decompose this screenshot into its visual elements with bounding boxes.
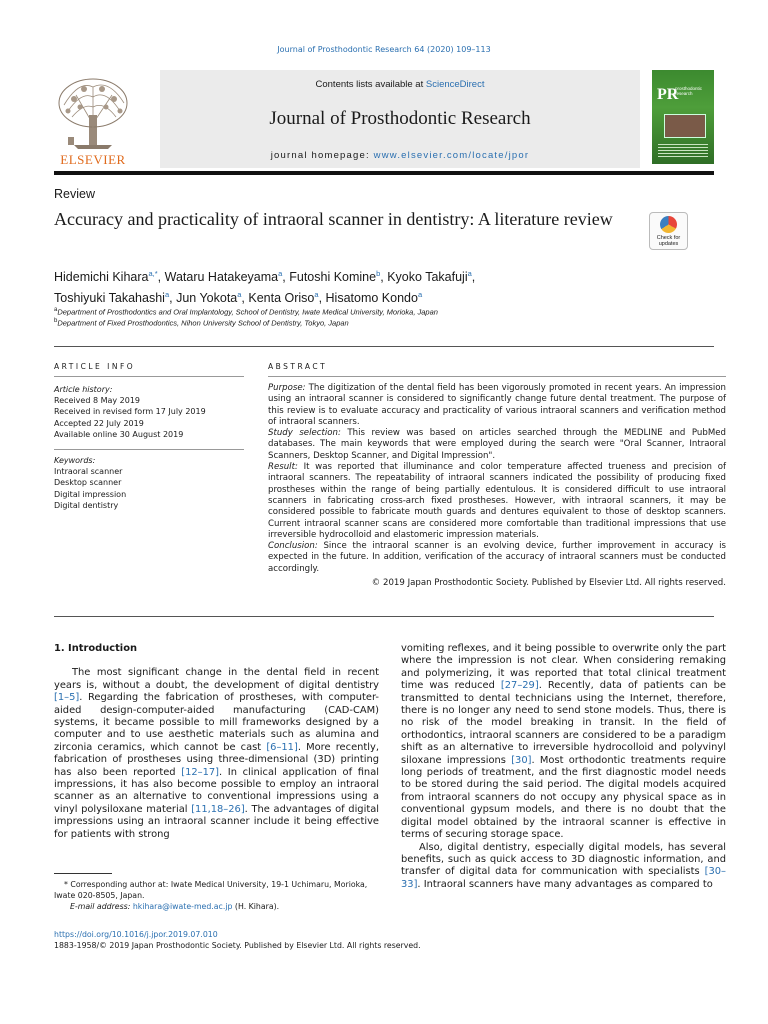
purpose-text: The digitization of the dental field has been vigorously promoted in recent years. An impression using an intraoral scanner is considered to significantly change future dental treatment. The purpose of this review is to evaluate accuracy and practicality of various intraoral scanners and verification method of intraoral scanners. bbox=[268, 383, 727, 427]
body-text: . The advantages of digital impressions using an intraoral scanner include it being effective for patients with strong bbox=[54, 803, 379, 840]
email-suffix: (H. Kihara). bbox=[234, 902, 280, 911]
section-divider bbox=[54, 346, 714, 347]
purpose-label: Purpose: bbox=[268, 383, 306, 393]
keyword-item: Digital dentistry bbox=[54, 500, 119, 510]
reference-link[interactable]: [6–11] bbox=[266, 741, 298, 753]
keyword-item: Intraoral scanner bbox=[54, 467, 123, 477]
affiliation-b bbox=[54, 318, 349, 328]
author-affil-sup[interactable]: a bbox=[278, 269, 283, 278]
study-label: Study selection: bbox=[268, 428, 341, 439]
author-name[interactable]: Hidemichi Kihara bbox=[54, 270, 149, 285]
intro-paragraph-2 bbox=[401, 842, 726, 892]
crossmark-label: Check for updates bbox=[656, 235, 681, 247]
journal-homepage bbox=[160, 150, 640, 161]
affiliation-a bbox=[54, 307, 438, 317]
keywords-rule bbox=[54, 449, 244, 450]
contents-line bbox=[160, 79, 640, 90]
author-affil-sup[interactable]: a bbox=[467, 269, 472, 278]
affiliation-text: Department of Prosthodontics and Oral Implantology, School of Dentistry, Iwate Medical University, Morioka, Japan bbox=[57, 307, 438, 317]
journal-citation-link[interactable]: Journal of Prosthodontic Research 64 (2020) 109–113 bbox=[277, 45, 491, 54]
body-text: . Intraoral scanners have many advantages as compared to bbox=[417, 878, 713, 890]
homepage-prefix: journal homepage: bbox=[270, 150, 374, 161]
reference-link[interactable]: [11,18–26] bbox=[191, 803, 245, 815]
header-divider bbox=[54, 171, 714, 175]
author-line-2: Toshiyuki Takahashi$^a$, Jun Yokota$^a$, Kenta Oriso$^a$, Hisatomo Kondo$^a$ bbox=[54, 290, 423, 306]
sciencedirect-link[interactable]: ScienceDirect bbox=[425, 79, 485, 90]
elsevier-logo bbox=[54, 75, 132, 167]
abstract-rule bbox=[268, 376, 726, 377]
issn-copyright: 1883-1958/© 2019 Japan Prosthodontic Society. Published by Elsevier Ltd. All rights reserved. bbox=[54, 941, 421, 950]
reference-link[interactable]: [12–17] bbox=[181, 766, 220, 778]
footnote-rule bbox=[54, 873, 112, 874]
abstract-result bbox=[268, 462, 726, 541]
intro-paragraph-1-cont bbox=[401, 643, 726, 842]
check-for-updates-button[interactable] bbox=[649, 212, 688, 250]
body-text: The most significant change in the dental field in recent years is, without a doubt, the development of digital dentistry bbox=[54, 667, 379, 691]
abstract-study-selection bbox=[268, 428, 726, 462]
doi-link[interactable]: https://doi.org/10.1016/j.jpor.2019.07.010 bbox=[54, 930, 218, 939]
reference-link[interactable]: [1–5] bbox=[54, 692, 80, 704]
history-item: Received in revised form 17 July 2019 bbox=[54, 407, 206, 417]
body-text: . Regarding the fabrication of prostheses, with computer-aided design-computer-aided manufacturing (CAD-CAM) systems, it became possible to mill frameworks designed by a computer and to use aesthetic materials such as alumina and zirconia ceramics, which cannot be cast bbox=[54, 692, 379, 753]
body-divider bbox=[54, 616, 714, 617]
result-label: Result: bbox=[268, 462, 298, 473]
conclusion-text: Since the intraoral scanner is an evolving device, further improvement in accuracy is expected in the future. In addition, verification of the accuracy of intraoral scanners must be conducted accordingly. bbox=[268, 541, 726, 574]
author-line-1: Hidemichi Kihara$^{a,*}$, Wataru Hatakeyama$^a$, Futoshi Komine$^b$, Kyoko Takafuji$^a$, bbox=[54, 269, 476, 285]
abstract-purpose bbox=[268, 383, 726, 428]
article-info-heading: ARTICLE INFO bbox=[54, 362, 136, 371]
corresponding-author-footnote bbox=[54, 879, 384, 912]
author-name[interactable]: Kyoko Takafuji bbox=[387, 270, 468, 285]
corresponding-text: Corresponding author at: Iwate Medical University, 19-1 Uchimaru, Morioka, Iwate 020-8505, Japan. bbox=[54, 880, 368, 900]
result-text: It was reported that illuminance and color temperature affected trueness and precision of intraoral scanners. The repeatability of intraoral scanners indicated the possibility of producing fixed prostheses within the range of being partially edentulous. It is considered difficult to use intraoral scanners in fabricating cross-arch fixed prostheses. However, with intraoral scanners, it may be considered possible to fabricate mouth guards and dentures equivalent to those of desktop scanners. Current intraoral scanner scans are considered more comfortable than traditional impressions that use irreversible hydrocolloid and elastomeric impression materials. bbox=[268, 462, 726, 540]
body-right-column bbox=[401, 643, 726, 891]
history-item: Accepted 22 July 2019 bbox=[54, 418, 144, 428]
keyword-item: Digital impression bbox=[54, 489, 127, 499]
history-item: Available online 30 August 2019 bbox=[54, 429, 184, 439]
cover-title: PR bbox=[657, 86, 679, 103]
email-label: E-mail address: bbox=[70, 902, 131, 911]
journal-cover-image bbox=[652, 70, 714, 164]
doi-block bbox=[54, 929, 421, 951]
reference-link[interactable]: [27–29] bbox=[500, 680, 539, 692]
section-heading: 1. Introduction bbox=[54, 643, 138, 654]
email-line bbox=[54, 901, 384, 912]
cover-text-lines bbox=[658, 144, 708, 158]
author-affil-sup[interactable]: a bbox=[417, 290, 423, 300]
body-text: vomiting reflexes, and it being possible to overwrite only the part where the impression is not clear. When considering remaking and polymerizing, it was reported that total clinical treatment time was reduced bbox=[401, 643, 726, 692]
author-affil-sup[interactable]: a bbox=[164, 290, 170, 300]
author-name[interactable]: Wataru Hatakeyama bbox=[164, 270, 279, 285]
body-text: . Recently, data of patients can be transmitted to dental technicians using the Internet, therefore, there is no longer any need to send stone models. Thus, there is no risk of the model breaking in transit. In the field of orthodontics, intraoral scanners are considered to be a paradigm shift as an alternative to irreversible hydrocolloid and polyvinyl siloxane impressions bbox=[401, 680, 726, 766]
article-title: Accuracy and practicality of intraoral scanner in dentistry: A literature review bbox=[54, 209, 613, 229]
author-list bbox=[54, 265, 674, 307]
article-type: Review bbox=[54, 187, 95, 201]
abstract-text bbox=[268, 383, 726, 589]
conclusion-label: Conclusion: bbox=[268, 541, 318, 552]
footnote-marker: * bbox=[64, 880, 68, 889]
intro-paragraph-1 bbox=[54, 667, 379, 841]
article-history bbox=[54, 384, 244, 440]
body-text: . More recently, fabrication of prostheses using three-dimensional (3D) printing has also been reported bbox=[54, 741, 379, 778]
affiliation-marker: a bbox=[54, 307, 58, 313]
author-name[interactable]: Futoshi Komine bbox=[289, 270, 377, 285]
homepage-link[interactable]: www.elsevier.com/locate/jpor bbox=[373, 150, 530, 161]
article-info-rule bbox=[54, 376, 244, 377]
journal-name: Journal of Prosthodontic Research bbox=[269, 108, 531, 129]
author-affil-sup[interactable]: a,* bbox=[148, 269, 158, 278]
crossmark-icon bbox=[660, 216, 677, 233]
author-name[interactable]: Kenta Oriso bbox=[248, 291, 315, 306]
email-link[interactable]: hkihara@iwate-med.ac.jp bbox=[132, 902, 233, 911]
keyword-item: Desktop scanner bbox=[54, 478, 122, 488]
author-name[interactable]: Hisatomo Kondo bbox=[325, 291, 418, 306]
abstract-heading: ABSTRACT bbox=[268, 362, 328, 371]
body-text: . In clinical application of final impressions, it has also become possible to employ an intraoral scanner as an alternative to conventional impressions using a vinyl polysiloxane material bbox=[54, 766, 379, 815]
author-name[interactable]: Jun Yokota bbox=[176, 291, 238, 306]
affiliation-marker: b bbox=[54, 318, 58, 324]
body-left-column bbox=[54, 643, 379, 841]
contents-prefix: Contents lists available at bbox=[315, 79, 426, 90]
abstract-conclusion bbox=[268, 541, 726, 575]
keywords-block bbox=[54, 455, 244, 511]
abstract-copyright: © 2019 Japan Prosthodontic Society. Published by Elsevier Ltd. All rights reserved. bbox=[371, 578, 726, 589]
cover-subtitle: prosthodontic research bbox=[675, 86, 703, 96]
history-label: Article history: bbox=[54, 385, 113, 394]
study-text: This review was based on articles searched through the MEDLINE and PubMed databases. The main keywords that were employed during the search were "Oral Scanner, Intraoral Scanners, Desktop Scanner, and Digital Impression". bbox=[268, 428, 726, 461]
reference-link[interactable]: [30–33] bbox=[401, 866, 726, 890]
elsevier-wordmark: ELSEVIER bbox=[60, 152, 126, 167]
cover-photo bbox=[664, 114, 706, 138]
author-affil-sup[interactable]: a bbox=[314, 290, 319, 300]
affiliation-text: Department of Fixed Prosthodontics, Nihon University School of Dentistry, Tokyo, Japan bbox=[57, 318, 349, 328]
corresponding-line bbox=[54, 879, 384, 901]
body-text: Also, digital dentistry, especially digital models, has several benefits, such as quick access to 3D diagnostic information, and transfer of digital data for communication with specialists bbox=[401, 841, 726, 878]
author-affil-sup[interactable]: a bbox=[237, 290, 242, 300]
author-name[interactable]: Toshiyuki Takahashi bbox=[54, 291, 165, 306]
reference-link[interactable]: [30] bbox=[511, 754, 532, 766]
author-affil-sup[interactable]: b bbox=[376, 269, 381, 278]
keywords-label: Keywords: bbox=[54, 456, 96, 465]
body-text: . Most orthodontic treatments require long periods of treatment, and the first diagnostic model needs to be stored during the said period. The digital models acquired from intraoral scanners do not occupy any physical space as in conventional gypsum models, and there is no doubt that the digital model obtained by the intraoral scanner is effective in terms of securing storage space. bbox=[401, 754, 727, 841]
history-item: Received 8 May 2019 bbox=[54, 396, 141, 406]
